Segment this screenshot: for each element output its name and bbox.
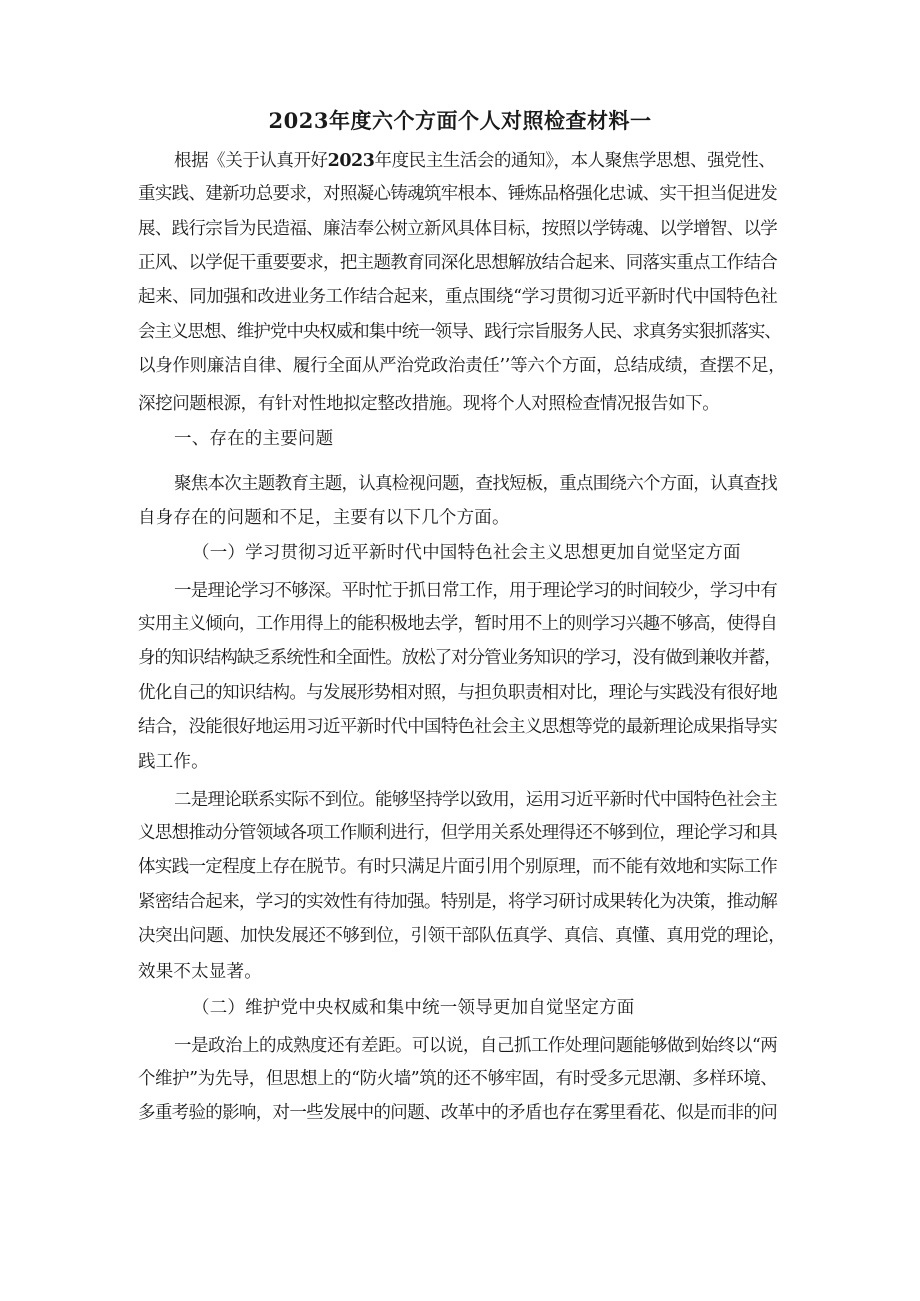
document-line: 实用主义倾向，工作用得上的能积极地去学，暂时用不上的则学习兴趣不够高，使得自 [138,614,778,634]
document-line: 效果不太显著。 [138,962,262,982]
document-line: 正风、以学促干重要要求，把主题教育同深化思想解放结合起来、同落实重点工作结合 [138,253,778,273]
document-line: 聚焦本次主题教育主题，认真检视问题，查找短板，重点围绕六个方面，认真查找 [174,474,778,494]
document-line: 深挖问题根源，有针对性地拟定整改措施。现将个人对照检查情况报告如下。 [138,394,720,414]
document-line: 决突出问题、加快发展还不够到位，引领干部队伍真学、真信、真懂、真用党的理论， [138,926,786,946]
document-line: 一、存在的主要问题 [174,429,334,449]
document-line: 义思想推动分管领域各项工作顺利进行，但学用关系处理得还不够到位，理论学习和具 [138,823,778,843]
document-line: 体实践一定程度上存在脱节。有时只满足片面引用个别原理，而不能有效地和实际工作 [138,857,778,877]
document-line: 一是政治上的成熟度还有差距。可以说，自己抓工作处理问题能够做到始终以“两 [174,1036,778,1056]
document-line: 展、践行宗旨为民造福、廉洁奉公树立新风具体目标，按照以学铸魂、以学增智、以学 [138,219,778,239]
document-line: 起来、同加强和改进业务工作结合起来，重点围绕“学习贯彻习近平新时代中国特色社 [138,287,778,307]
document-line: 结合，没能很好地运用习近平新时代中国特色社会主义思想等党的最新理论成果指导实 [138,717,778,737]
document-line: 个维护”为先导，但思想上的“防火墙”筑的还不够牢固，有时受多元思潮、多样环境、 [138,1069,778,1089]
document-title: 2023年度六个方面个人对照检查材料一 [268,108,652,133]
document-line: 会主义思想、维护党中央权威和集中统一领导、践行宗旨服务人民、求真务实狠抓落实、 [138,322,781,342]
document-line: 践工作。 [138,752,209,772]
document-line: 重实践、建新功总要求，对照凝心铸魂筑牢根本、锤炼品格强化忠诚、实干担当促进发 [138,184,778,204]
document-line: 自身存在的问题和不足，主要有以下几个方面。 [138,508,510,528]
document-line: （二）维护党中央权威和集中统一领导更加自觉坚定方面 [192,998,635,1018]
document-line: （一）学习贯彻习近平新时代中国特色社会主义思想更加自觉坚定方面 [192,543,741,563]
document-line: 紧密结合起来，学习的实效性有待加强。特别是，将学习研讨成果转化为决策，推动解 [138,892,778,912]
year-number: 2023 [327,151,375,171]
document-line: 根据《关于认真开好2023年度民主生活会的通知》，本人聚焦学思想、强党性、 [174,151,776,171]
document-line: 一是理论学习不够深。平时忙于抓日常工作，用于理论学习的时间较少，学习中有 [174,581,778,601]
document-line: 优化自己的知识结构。与发展形势相对照，与担负职责相对比，理论与实践没有很好地 [138,683,778,703]
document-line: 多重考验的影响，对一些发展中的问题、改革中的矛盾也存在雾里看花、似是而非的问 [138,1103,778,1123]
document-line: 二是理论联系实际不到位。能够坚持学以致用，运用习近平新时代中国特色社会主 [174,790,778,810]
document-line: 身的知识结构缺乏系统性和全面性。放松了对分管业务知识的学习，没有做到兼收并蓄， [138,648,781,668]
document-line: 以身作则廉洁自律、履行全面从严治党政治责任’’等六个方面，总结成绩，查摆不足， [138,356,786,376]
